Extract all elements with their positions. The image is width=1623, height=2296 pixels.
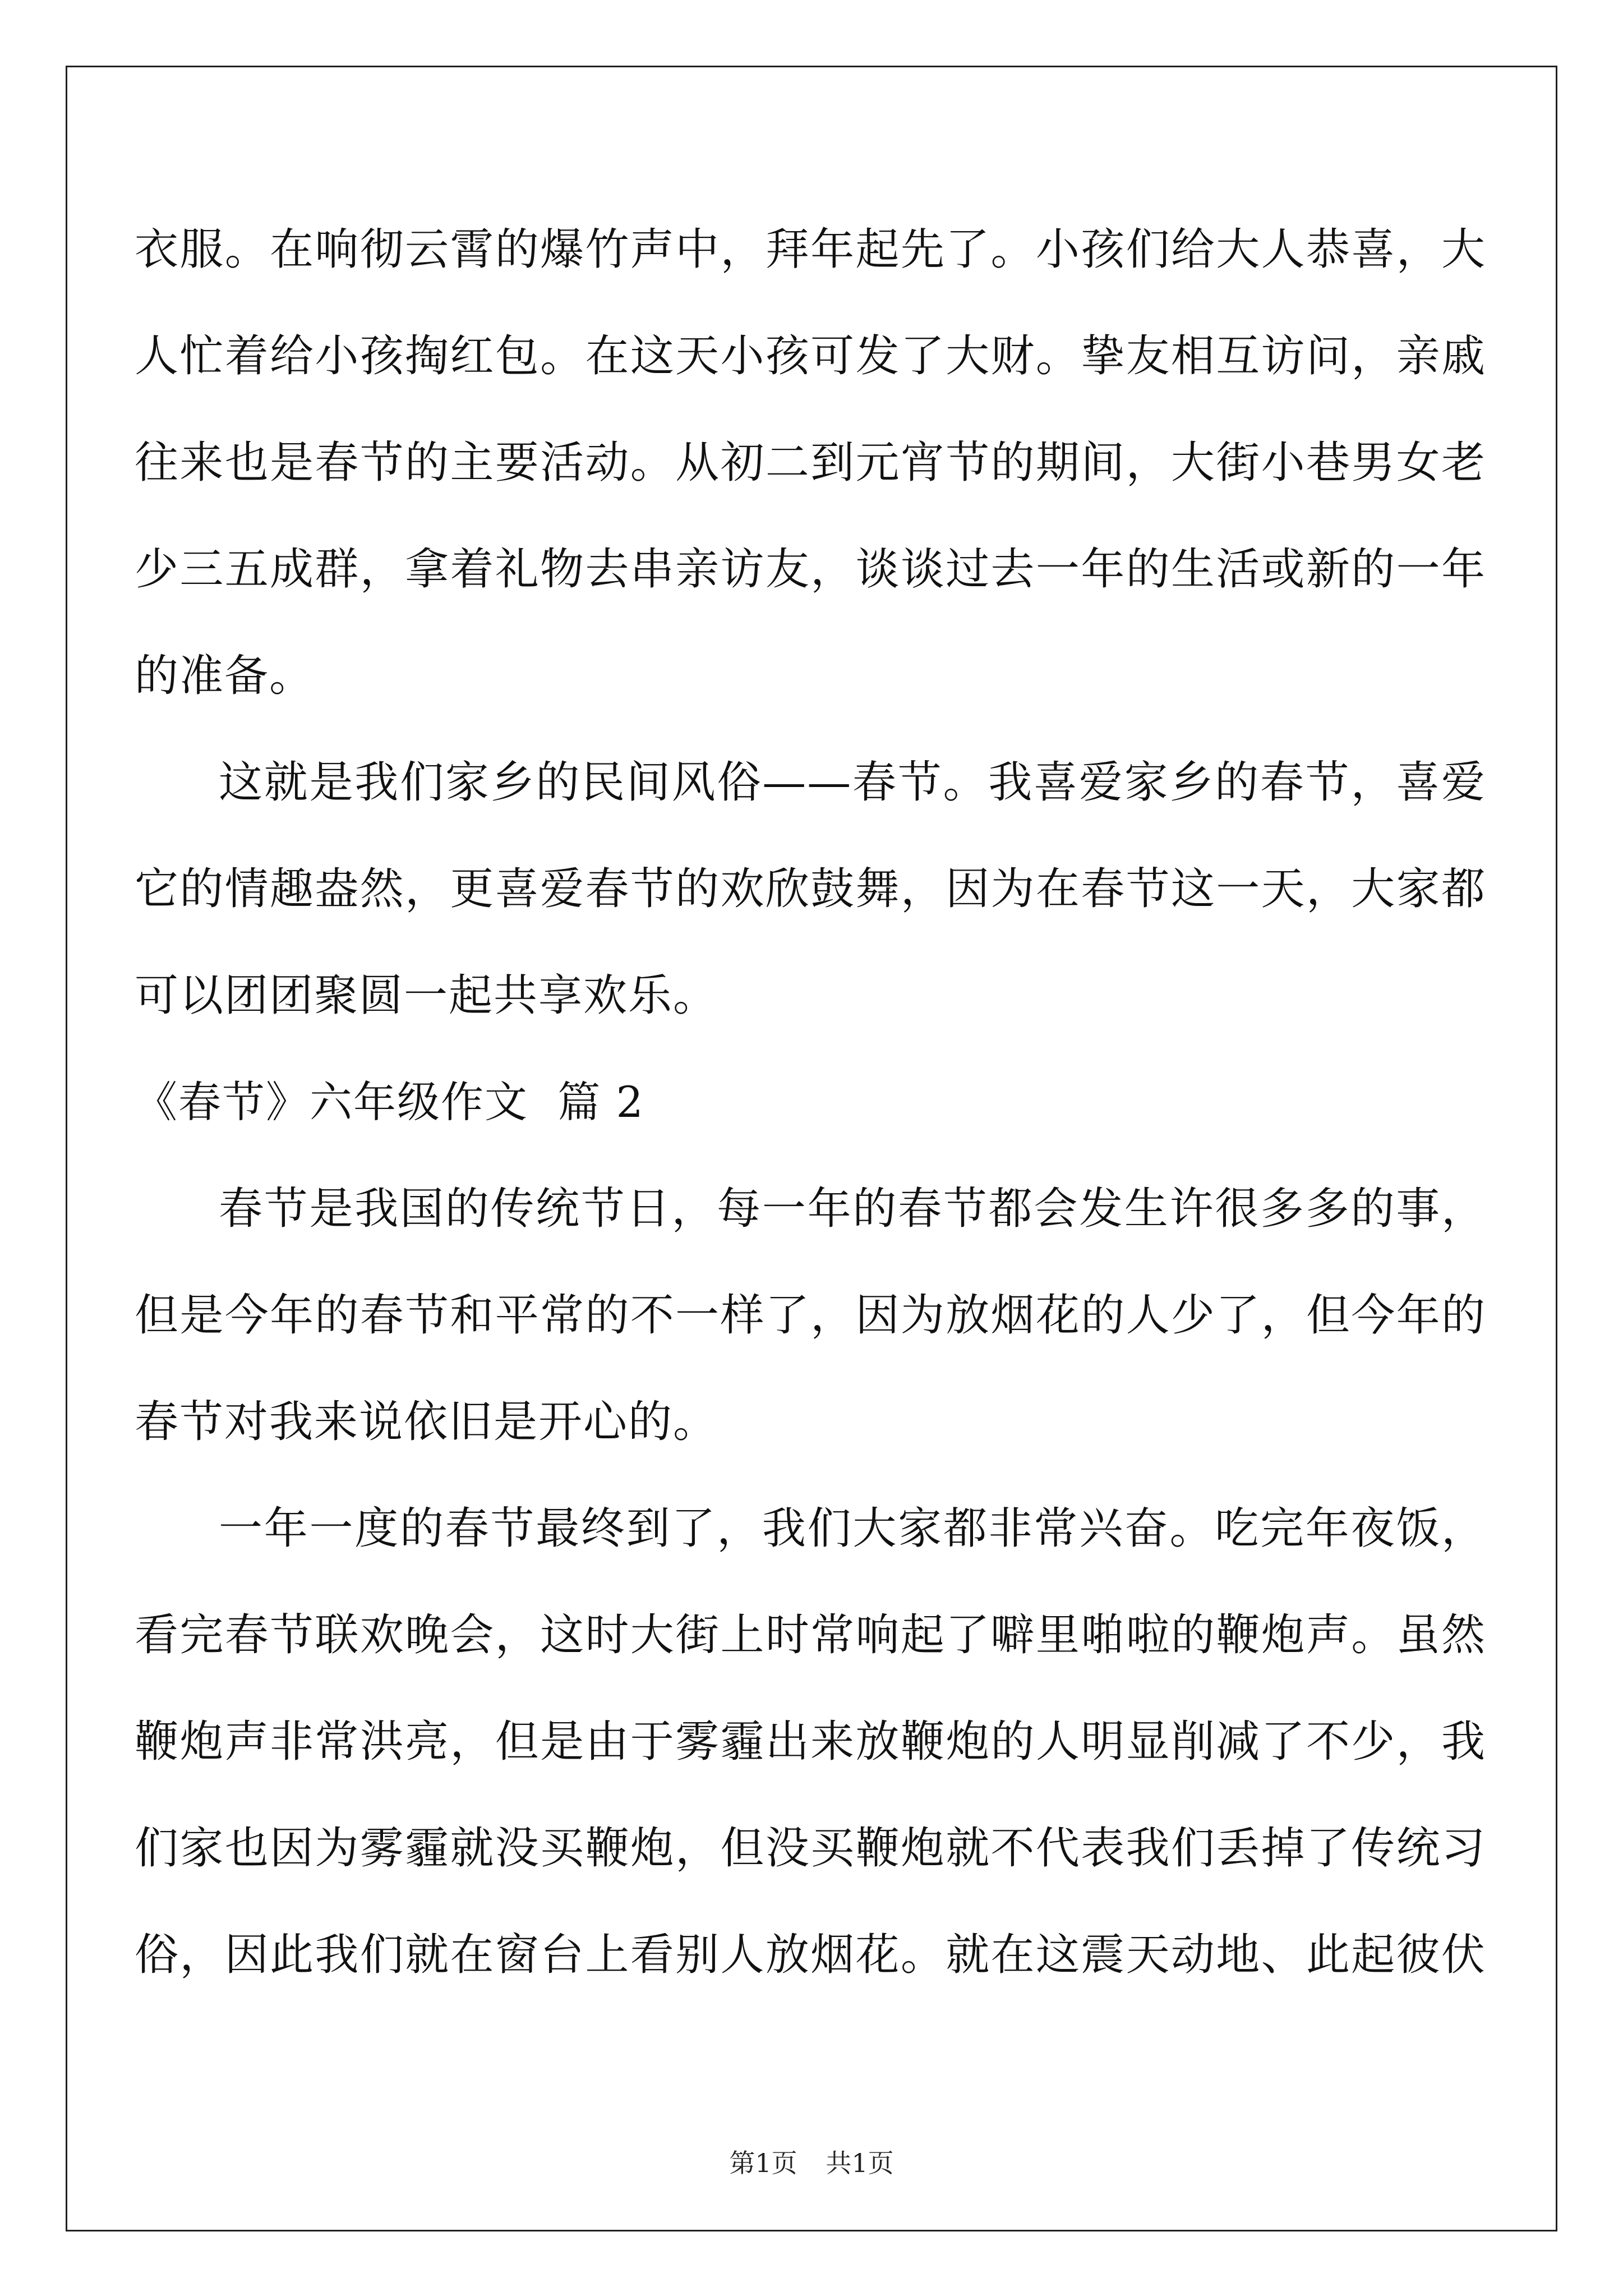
text-line: 们家也因为雾霾就没买鞭炮，但没买鞭炮就不代表我们丢掉了传统习 [135,1823,1486,1874]
text-line: 鞭炮声非常洪亮，但是由于雾霾出来放鞭炮的人明显削减了不少，我 [135,1717,1486,1767]
text-line: 它的情趣盎然，更喜爱春节的欢欣鼓舞，因为在春节这一天，大家都 [135,864,1486,914]
text-line: 这就是我们家乡的民间风俗——春节。我喜爱家乡的春节，喜爱 [219,757,1486,808]
page-total: 共1页 [826,2148,894,2178]
text-line: 衣服。在响彻云霄的爆竹声中，拜年起先了。小孩们给大人恭喜，大 [135,224,1486,275]
page-footer [0,2143,1623,2180]
text-line: 往来也是春节的主要活动。从初二到元宵节的期间，大街小巷男女老 [135,438,1486,488]
text-line: 春节是我国的传统节日，每一年的春节都会发生许很多多的事， [219,1184,1486,1234]
text-line: 的准备。 [135,651,315,701]
text-line: 看完春节联欢晚会，这时大街上时常响起了噼里啪啦的鞭炮声。虽然 [135,1610,1486,1660]
text-line: 人忙着给小孩掏红包。在这天小孩可发了大财。挚友相互访问，亲戚 [135,331,1486,381]
text-line: 但是今年的春节和平常的不一样了，因为放烟花的人少了，但今年的 [135,1290,1486,1341]
text-line: 春节对我来说依旧是开心的。 [135,1397,718,1447]
text-line: 俗，因此我们就在窗台上看别人放烟花。就在这震天动地、此起彼伏 [135,1930,1486,1980]
text-line: 可以团团聚圆一起共享欢乐。 [135,970,718,1021]
text-line: 少三五成群，拿着礼物去串亲访友，谈谈过去一年的生活或新的一年 [135,544,1486,595]
document-body [135,196,1486,2008]
section-heading: 《春节》六年级作文 篇 2 [135,1077,644,1127]
text-line: 一年一度的春节最终到了，我们大家都非常兴奋。吃完年夜饭， [219,1503,1486,1554]
page-number: 第1页 [729,2148,797,2178]
